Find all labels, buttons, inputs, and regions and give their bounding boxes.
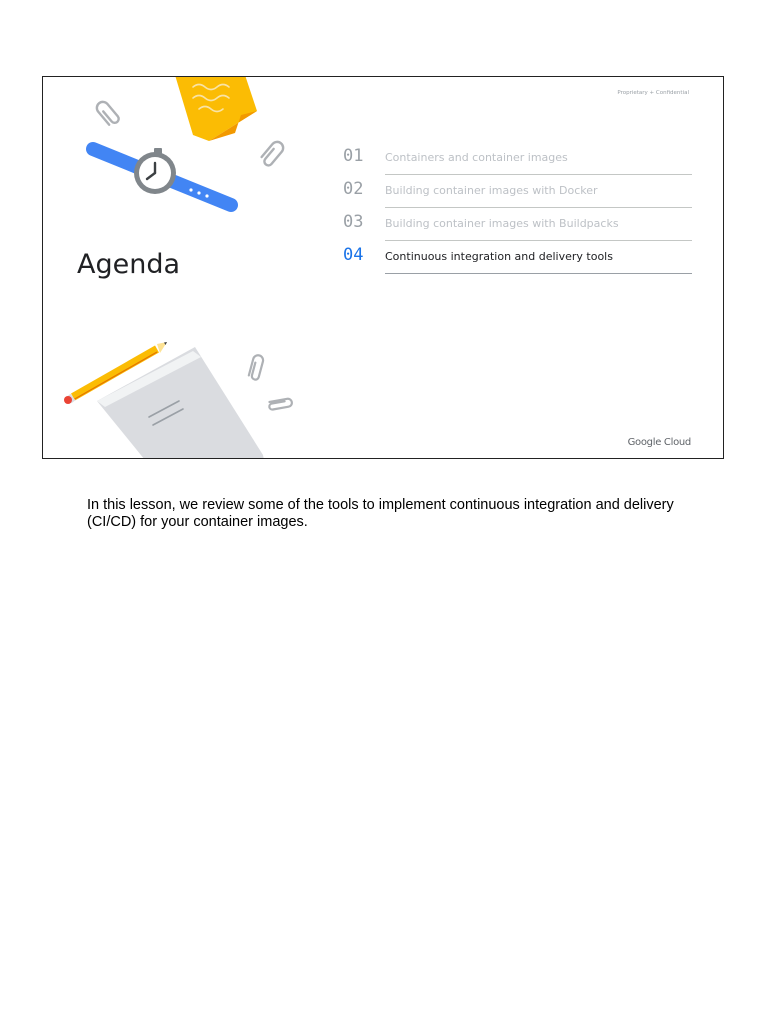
paperclip-icon: [255, 137, 289, 171]
agenda-label: Continuous integration and delivery tools: [385, 240, 692, 274]
agenda-item: [343, 174, 692, 207]
agenda-number: 01: [343, 146, 364, 166]
agenda-item: [343, 141, 692, 174]
agenda-label: Containers and container images: [385, 141, 692, 175]
agenda-label: Building container images with Docker: [385, 174, 692, 208]
agenda-number: 03: [343, 212, 364, 232]
paperclip-icon: [241, 351, 271, 385]
confidential-label: Proprietary + Confidential: [617, 90, 689, 96]
pencil-icon: [61, 337, 173, 409]
slide: [42, 76, 724, 459]
sticky-note-icon: [171, 76, 263, 149]
agenda-number: 02: [343, 179, 364, 199]
paperclip-icon: [263, 391, 299, 417]
agenda-list: [343, 141, 692, 273]
speaker-notes: In this lesson, we review some of the tools to implement continuous integration and delivery (CI/CD) for your container images.: [87, 497, 674, 530]
page-title: Agenda: [77, 249, 181, 280]
paperclip-icon: [91, 97, 125, 131]
brand-logo: Google Cloud: [627, 437, 691, 448]
wristwatch-icon: [81, 141, 245, 217]
agenda-item: [343, 207, 692, 240]
agenda-number: 04: [343, 245, 364, 265]
agenda-label: Building container images with Buildpacks: [385, 207, 692, 241]
agenda-item-active: [343, 240, 692, 273]
